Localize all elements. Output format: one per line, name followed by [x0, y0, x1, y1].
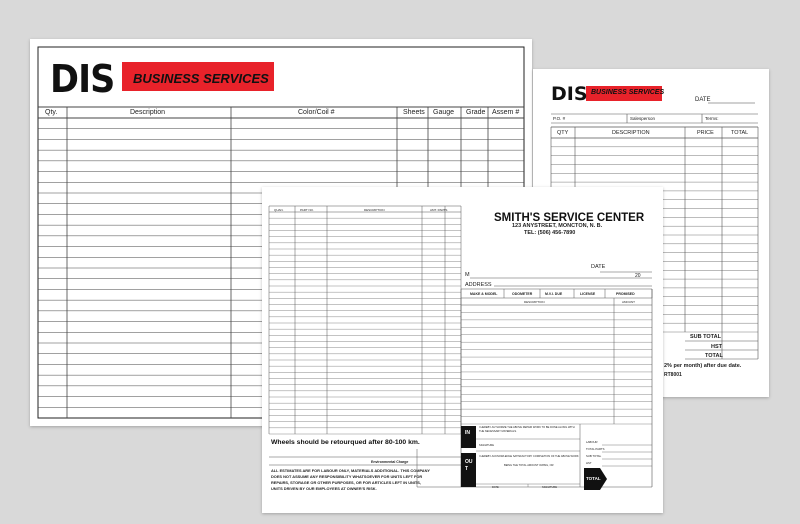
col-mvi-due: M.V.I. DUE — [545, 292, 563, 296]
summary-total-parts: TOTAL PARTS — [586, 447, 605, 451]
year-prefix: 20 — [635, 273, 641, 279]
date-small: DATE — [492, 486, 499, 489]
auth-signature: SIGNATURE — [479, 444, 494, 447]
po-label: P.O. # — [553, 116, 566, 121]
summary-hst: HST — [586, 461, 592, 465]
col-license: LICENSE — [580, 292, 596, 296]
service-center-form — [262, 187, 663, 513]
summary-sub-total: SUB TOTAL — [586, 454, 602, 458]
col-price: PRICE — [697, 130, 714, 136]
logo-text: DIS — [50, 57, 115, 101]
retorque-note: Wheels should be retourqued after 80-100 km. — [271, 439, 420, 446]
in-label: IN — [465, 430, 470, 436]
banner-text: BUSINESS SERVICES — [591, 89, 665, 96]
form-code: RT8001 — [664, 372, 682, 378]
col-amt-parts: AMT. PARTS — [430, 208, 448, 212]
total-arrow-label: TOTAL — [586, 476, 601, 481]
summary-labour: LABOUR — [586, 440, 598, 444]
auth-line-5: BEING THE TOTAL AMOUNT OWING, OR — [504, 464, 554, 467]
description-label: DESCRIPTION — [524, 300, 545, 304]
address-label: ADDRESS — [465, 282, 492, 288]
col-grade: Grade — [466, 109, 486, 116]
amount-label: AMOUNT — [622, 300, 635, 304]
logo-text: DIS — [551, 83, 588, 105]
col-description: DESCRIPTION — [364, 208, 385, 212]
disclaimer-line-2: DOES NOT ASSUME ANY RESPONSIBILITY WHATSOEVER FOR UNITS LEFT FOR — [271, 474, 423, 479]
banner-text: BUSINESS SERVICES — [133, 71, 269, 86]
col-gauge: Gauge — [433, 109, 455, 116]
auth-line-2: THE NECESSARY MATERIALS. — [479, 430, 517, 433]
subtotal-label: SUB TOTAL — [690, 334, 721, 340]
auth-line-1: I HEREBY AUTHORIZE THE ABOVE REPAIR WORK TO BE DONE ALONG WITH — [479, 426, 575, 429]
out-label: OUT — [465, 459, 473, 472]
col-total: TOTAL — [731, 130, 749, 136]
col-sheets: Sheets — [403, 109, 425, 116]
total-label: TOTAL — [705, 353, 723, 359]
environmental-charge: Environmental Charge — [371, 460, 409, 464]
col-description: Description — [130, 109, 166, 116]
col-qty: Qty. — [45, 109, 58, 116]
disclaimer-line-1: ALL ESTIMATES ARE FOR LABOUR ONLY, MATERIALS ADDITIONAL. THIS COMPANY — [271, 468, 431, 473]
col-qty: QTY — [557, 130, 569, 136]
col-odometer: ODOMETER — [512, 292, 533, 296]
date-label: DATE — [591, 264, 606, 270]
hst-label: HST — [711, 344, 722, 350]
disclaimer-line-4: UNITS DRIVEN BY OUR EMPLOYEES AT OWNER'S RISK. — [271, 486, 377, 491]
terms-label: Terms: — [705, 116, 719, 121]
signature-small: SIGNATURE — [542, 486, 557, 489]
salesperson-label: Salesperson — [630, 116, 656, 121]
col-assem: Assem # — [492, 109, 520, 116]
date-label: DATE — [695, 97, 711, 103]
col-quan: QUAN. — [274, 208, 284, 212]
auth-line-4: I HEREBY ACKNOWLEDGE SATISFACTORY COMPLETION OF THE ABOVE WORK — [479, 455, 579, 458]
form-center-grid — [262, 187, 663, 513]
shop-phone: TEL: (506) 456-7890 — [524, 230, 576, 236]
col-make-model: MAKE & MODEL — [470, 292, 498, 296]
m-label: M — [465, 272, 470, 278]
col-promised: PROMISED — [616, 292, 635, 296]
col-color-coil: Color/Coil # — [298, 109, 335, 116]
terms-note: 2% per month) after due date. — [664, 363, 742, 369]
shop-title: SMITH'S SERVICE CENTER — [494, 212, 645, 224]
disclaimer-line-3: REPAIRS, STORAGE OR OTHER PURPOSES, OR FOR ARTICLES LEFT IN UNITS, — [271, 480, 421, 485]
shop-address: 123 ANYSTREET, MONCTON, N. B. — [512, 223, 603, 229]
col-description: DESCRIPTION — [612, 130, 650, 136]
col-part-no: PART NO. — [300, 208, 314, 212]
